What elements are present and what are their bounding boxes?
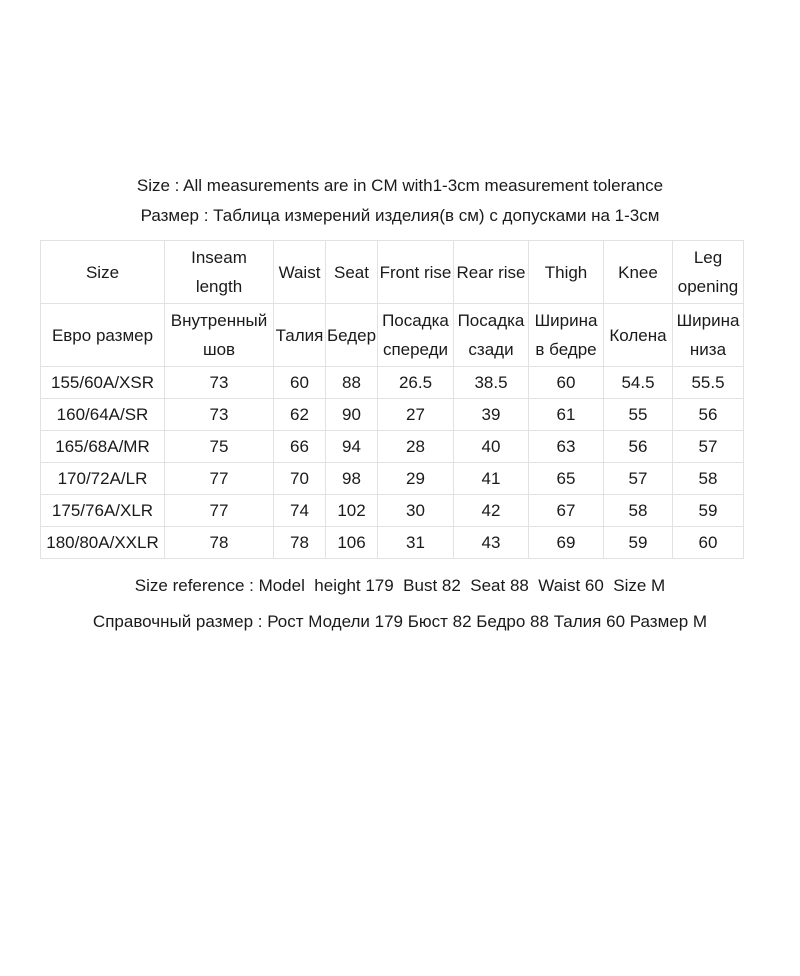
measurement-cell: 73	[165, 399, 274, 431]
column-header: Посадка спереди	[378, 304, 454, 367]
measurement-cell: 54.5	[604, 367, 673, 399]
measurement-cell: 98	[326, 463, 378, 495]
table-row	[41, 463, 744, 495]
measurement-cell: 60	[274, 367, 326, 399]
measurement-cell: 61	[529, 399, 604, 431]
measurement-cell: 57	[604, 463, 673, 495]
measurement-cell: 29	[378, 463, 454, 495]
measurement-cell: 73	[165, 367, 274, 399]
column-header: Внутренный шов	[165, 304, 274, 367]
column-header: Size	[41, 241, 165, 304]
measurement-cell: 77	[165, 463, 274, 495]
measurement-cell: 55	[604, 399, 673, 431]
measurement-cell: 39	[454, 399, 529, 431]
measurement-cell: 41	[454, 463, 529, 495]
size-measurement-table	[40, 240, 744, 559]
measurement-cell: 70	[274, 463, 326, 495]
measurement-cell: 26.5	[378, 367, 454, 399]
measurement-cell: 65	[529, 463, 604, 495]
measurement-cell: 63	[529, 431, 604, 463]
size-tolerance-note-ru: Размер : Таблица измерений изделия(в см) с допусками на 1-3см	[140, 206, 660, 225]
measurement-cell: 74	[274, 495, 326, 527]
measurement-cell: 40	[454, 431, 529, 463]
measurement-cell: 60	[673, 527, 744, 559]
measurement-cell: 102	[326, 495, 378, 527]
measurement-cell: 69	[529, 527, 604, 559]
measurement-cell: 31	[378, 527, 454, 559]
measurement-cell: 57	[673, 431, 744, 463]
measurement-cell: 59	[673, 495, 744, 527]
size-label-cell: 175/76A/XLR	[41, 495, 165, 527]
size-reference-note-en: Size reference : Model height 179 Bust 82 Seat 88 Waist 60 Size M	[134, 576, 666, 595]
column-header: Посадка сзади	[454, 304, 529, 367]
measurement-cell: 28	[378, 431, 454, 463]
measurement-cell: 77	[165, 495, 274, 527]
size-reference-note-ru: Справочный размер : Рост Модели 179 Бюст 82 Бедро 88 Талия 60 Размер М	[92, 612, 708, 631]
measurement-cell: 78	[274, 527, 326, 559]
measurement-cell: 75	[165, 431, 274, 463]
measurement-cell: 78	[165, 527, 274, 559]
header-row-ru	[41, 304, 744, 367]
measurement-cell: 30	[378, 495, 454, 527]
measurement-cell: 94	[326, 431, 378, 463]
measurement-cell: 27	[378, 399, 454, 431]
measurement-cell: 58	[673, 463, 744, 495]
column-header: Евро размер	[41, 304, 165, 367]
size-chart-page	[0, 176, 800, 976]
column-header: Rear rise	[454, 241, 529, 304]
measurement-cell: 106	[326, 527, 378, 559]
measurement-cell: 88	[326, 367, 378, 399]
size-label-cell: 165/68A/MR	[41, 431, 165, 463]
measurement-cell: 42	[454, 495, 529, 527]
size-label-cell: 160/64A/SR	[41, 399, 165, 431]
table-row	[41, 399, 744, 431]
column-header: Inseam length	[165, 241, 274, 304]
size-label-cell: 155/60A/XSR	[41, 367, 165, 399]
column-header: Leg opening	[673, 241, 744, 304]
measurement-cell: 60	[529, 367, 604, 399]
measurement-cell: 43	[454, 527, 529, 559]
header-row-en	[41, 241, 744, 304]
column-header: Front rise	[378, 241, 454, 304]
size-label-cell: 180/80A/XXLR	[41, 527, 165, 559]
column-header: Колена	[604, 304, 673, 367]
table-row	[41, 527, 744, 559]
measurement-cell: 62	[274, 399, 326, 431]
measurement-cell: 90	[326, 399, 378, 431]
column-header: Бедер	[326, 304, 378, 367]
measurement-cell: 58	[604, 495, 673, 527]
measurement-cell: 56	[673, 399, 744, 431]
measurement-cell: 55.5	[673, 367, 744, 399]
size-tolerance-note-en: Size : All measurements are in CM with1-3cm measurement tolerance	[136, 176, 664, 195]
column-header: Талия	[274, 304, 326, 367]
column-header: Thigh	[529, 241, 604, 304]
measurement-cell: 38.5	[454, 367, 529, 399]
measurement-cell: 59	[604, 527, 673, 559]
table-row	[41, 431, 744, 463]
table-row	[41, 495, 744, 527]
column-header: Seat	[326, 241, 378, 304]
measurement-cell: 66	[274, 431, 326, 463]
measurement-cell: 67	[529, 495, 604, 527]
measurement-cell: 56	[604, 431, 673, 463]
column-header: Waist	[274, 241, 326, 304]
column-header: Knee	[604, 241, 673, 304]
column-header: Ширина в бедре	[529, 304, 604, 367]
size-label-cell: 170/72A/LR	[41, 463, 165, 495]
column-header: Ширина низа	[673, 304, 744, 367]
table-row	[41, 367, 744, 399]
